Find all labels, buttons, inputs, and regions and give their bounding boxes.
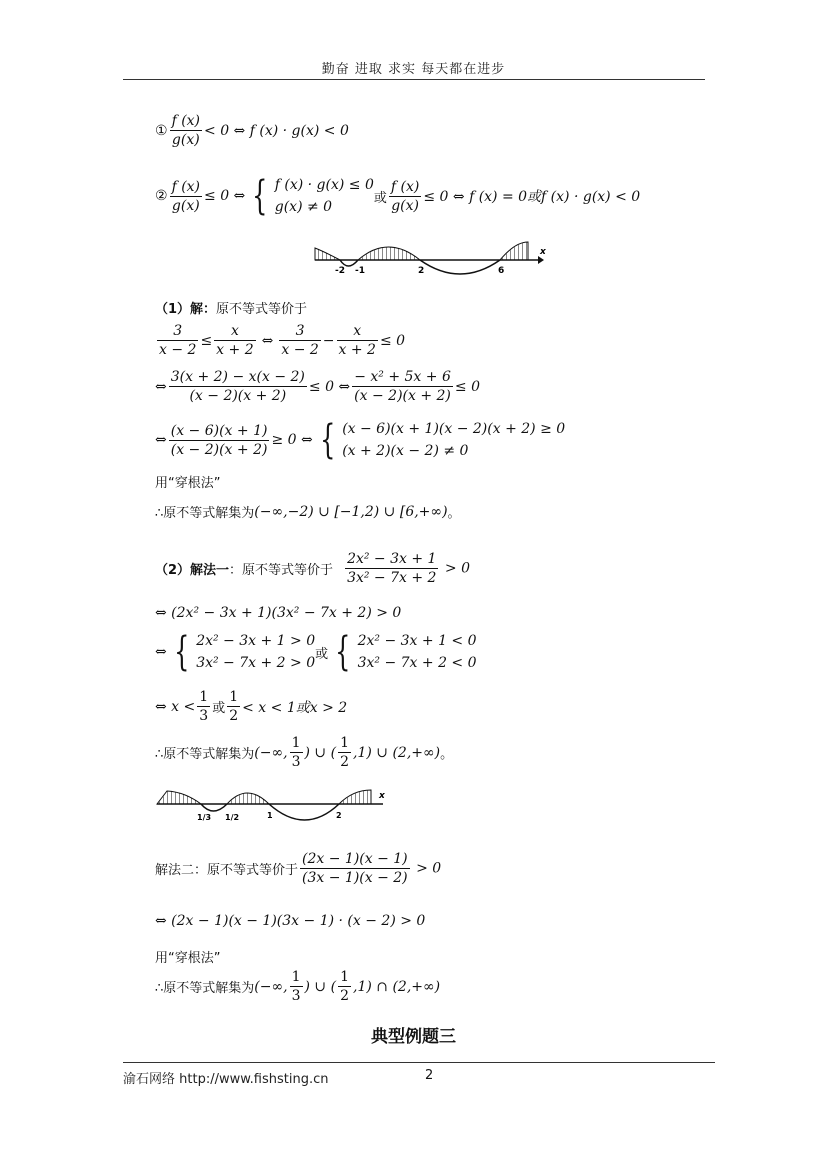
numerator: (2x − 1)(x − 1) [302, 851, 408, 867]
denominator: (x − 2)(x + 2) [189, 388, 287, 404]
root-label: 6 [498, 266, 505, 276]
numerator: (x − 6)(x + 1) [170, 422, 268, 439]
axis-label: x [540, 247, 546, 257]
header-rule [123, 79, 705, 80]
root-label: 2 [418, 266, 425, 276]
fraction [338, 968, 351, 1005]
numerator: f (x) [390, 178, 420, 195]
tail: > 0 [444, 560, 470, 577]
text: ) ∪ ( [304, 744, 337, 761]
numerator: 3(x + 2) − x(x − 2) [170, 369, 305, 385]
part1-line3 [155, 418, 565, 462]
numerator: 1 [340, 969, 349, 985]
fraction [279, 322, 320, 359]
sign-chart-1 [310, 240, 550, 280]
region-positive [157, 791, 201, 804]
rule-2 [155, 174, 640, 218]
curve-negative [269, 804, 339, 820]
denominator: (x − 2)(x + 2) [354, 388, 451, 404]
or-word: 或 [315, 646, 329, 662]
part2-intro [155, 550, 470, 587]
left-brace: { [319, 417, 336, 463]
rule2-fraction [170, 178, 202, 215]
denominator: x + 2 [338, 342, 376, 358]
denominator: 2 [229, 708, 239, 724]
numerator: 1 [291, 969, 301, 985]
fraction [169, 422, 270, 459]
fraction [290, 734, 303, 771]
fraction [337, 322, 378, 359]
left-brace: { [335, 629, 351, 675]
denominator: x + 2 [216, 342, 254, 358]
part1-line1 [155, 322, 405, 359]
numerator: f (x) [171, 113, 201, 129]
part2-label: （2）解法一 [155, 563, 230, 578]
fraction [214, 322, 255, 359]
footer-text: 渝石网络 http://www.fishsting.cn [123, 1072, 329, 1087]
region-positive [315, 248, 340, 260]
tail: > 0 [416, 860, 442, 877]
numerator: 3 [157, 322, 198, 341]
answer-end: 。 [447, 506, 461, 521]
part2-line1: ⇔ (2x² − 3x + 1)(3x² − 7x + 2) > 0 [155, 605, 402, 621]
denominator: (3x − 1)(x − 2) [302, 870, 408, 886]
operator: − [322, 332, 335, 349]
text: ,1) ∪ (2,+∞) [353, 744, 441, 761]
numerator: x [214, 322, 255, 341]
numerator: 3 [279, 322, 320, 341]
denominator: 3 [291, 754, 301, 770]
region-positive [358, 247, 420, 260]
region-positive [227, 793, 269, 804]
part2-line2: ⇔ { 2x² − 3x + 1 > 0 3x² − 7x + 2 > 0 或 { 2x² − 3x + 1 < 0 3x² − 7x + 2 < 0 [155, 629, 477, 675]
part3-line1: ⇔ (2x − 1)(x − 1)(3x − 1) · (x − 2) > 0 [155, 913, 426, 929]
root-label: 2 [336, 811, 342, 820]
fraction [352, 368, 453, 405]
text: (−∞, [254, 744, 288, 761]
rule1-rhs: < 0 ⇔ f (x) · g(x) < 0 [204, 122, 349, 139]
part1-intro-text: 原不等式等价于 [216, 302, 308, 317]
part2-answer [155, 734, 453, 771]
marker-2: ② [155, 188, 168, 204]
text: ⇔ x < [155, 698, 196, 715]
equivalence: ⇔ [261, 332, 274, 349]
answer-prefix: ∴原不等式解集为 [155, 747, 255, 762]
system-line: 2x² − 3x + 1 > 0 [196, 633, 316, 649]
root-label: -2 [335, 266, 345, 276]
denominator: g(x) [171, 132, 200, 148]
equivalence: ⇔ [155, 432, 167, 448]
denominator: 2 [340, 988, 349, 1004]
operator: ≤ [200, 332, 213, 349]
denominator: 2 [340, 754, 349, 770]
system-a [196, 630, 315, 674]
tail: ≤ 0 [379, 332, 406, 349]
rule2-system [275, 174, 374, 218]
answer-set: (−∞,−2) ∪ [−1,2) ∪ [6,+∞) [254, 503, 448, 520]
footer-rule [123, 1062, 715, 1063]
part1-intro [155, 298, 307, 317]
part3-intro [155, 850, 441, 887]
fraction [290, 968, 303, 1005]
part1-answer [155, 502, 461, 521]
sign-chart-2 [155, 786, 395, 826]
part1-line2 [155, 368, 480, 405]
part1-label: （1）解： [155, 302, 217, 317]
left-brace: { [252, 173, 268, 219]
root-label: 1 [267, 811, 273, 820]
system-line: 2x² − 3x + 1 < 0 [357, 633, 477, 649]
part1-method: 用“穿根法” [155, 476, 221, 491]
denominator: 3x² − 7x + 2 [347, 570, 437, 586]
page-number: 2 [425, 1068, 434, 1083]
system-line: g(x) ≠ 0 [274, 199, 333, 215]
part2-intro-text: ：原不等式等价于 [229, 563, 334, 578]
numerator: 1 [340, 735, 349, 751]
curve-negative [201, 804, 227, 811]
fraction [300, 850, 410, 887]
numerator: f (x) [171, 178, 201, 195]
numerator: 2x² − 3x + 1 [347, 551, 437, 567]
fraction [338, 734, 351, 771]
system-line: (x − 6)(x + 1)(x − 2)(x + 2) ≥ 0 [342, 421, 566, 437]
text: < x < 1或x > 2 [242, 699, 348, 716]
tail: ≤ 0 [454, 378, 480, 395]
axis-arrow [538, 256, 544, 264]
fraction [169, 368, 307, 405]
text: ) ∪ ( [304, 978, 337, 995]
root-label: -1 [355, 266, 365, 276]
denominator: 3 [199, 708, 209, 724]
denominator: 3 [291, 988, 301, 1004]
system [342, 418, 565, 462]
fraction [345, 550, 438, 587]
numerator: − x² + 5x + 6 [352, 368, 453, 387]
page-header: 勤奋 进取 求实 每天都在进步 [321, 62, 506, 77]
part2-line3 [155, 688, 347, 725]
answer-end: 。 [440, 747, 454, 762]
part3-answer [155, 968, 440, 1005]
or-word: 或 [373, 190, 387, 206]
part3-method: 用“穿根法” [155, 951, 221, 966]
numerator: 1 [199, 689, 209, 705]
system-b [358, 630, 477, 674]
fraction [197, 688, 210, 725]
rule2-rhs: ≤ 0 ⇔ f (x) = 0或f (x) · g(x) < 0 [423, 189, 641, 205]
numerator: 1 [291, 735, 301, 751]
part3-label: 解法二：原不等式等价于 [155, 863, 299, 878]
curve-negative [420, 260, 500, 274]
denominator: (x − 2)(x + 2) [170, 441, 268, 458]
rule1-fraction [170, 112, 202, 149]
text: ,1) ∩ (2,+∞) [353, 978, 441, 995]
or-word: 或 [212, 701, 226, 716]
answer-prefix: ∴原不等式解集为 [155, 981, 255, 996]
marker-1: ① [155, 122, 168, 139]
text: (−∞, [254, 978, 288, 995]
rule2-relation: ≤ 0 ⇔ [204, 188, 246, 204]
equivalence: ⇔ [155, 378, 167, 395]
region-positive [500, 242, 528, 260]
numerator: x [337, 322, 378, 341]
relation: ≥ 0 ⇔ [271, 432, 313, 448]
rule2-fraction-2 [389, 178, 421, 215]
left-brace: { [173, 629, 190, 675]
section-title: 典型例题三 [371, 1027, 456, 1047]
denominator: x − 2 [281, 342, 319, 358]
numerator: 1 [229, 689, 239, 705]
denominator: x − 2 [159, 342, 197, 358]
denominator: g(x) [391, 197, 419, 214]
rule-1 [155, 112, 349, 149]
axis-label: x [379, 791, 385, 801]
denominator: g(x) [171, 197, 200, 214]
fraction [157, 322, 198, 359]
system-line: (x + 2)(x − 2) ≠ 0 [342, 443, 469, 459]
answer-prefix: ∴原不等式解集为 [155, 506, 255, 521]
system-line: f (x) · g(x) ≤ 0 [274, 177, 374, 193]
root-label: 1/2 [225, 813, 240, 822]
system-line: 3x² − 7x + 2 > 0 [196, 655, 316, 671]
region-positive [339, 790, 371, 804]
system-line: 3x² − 7x + 2 < 0 [357, 655, 477, 671]
fraction [227, 688, 240, 725]
root-label: 1/3 [197, 813, 212, 822]
relation: ≤ 0 ⇔ [308, 378, 351, 395]
